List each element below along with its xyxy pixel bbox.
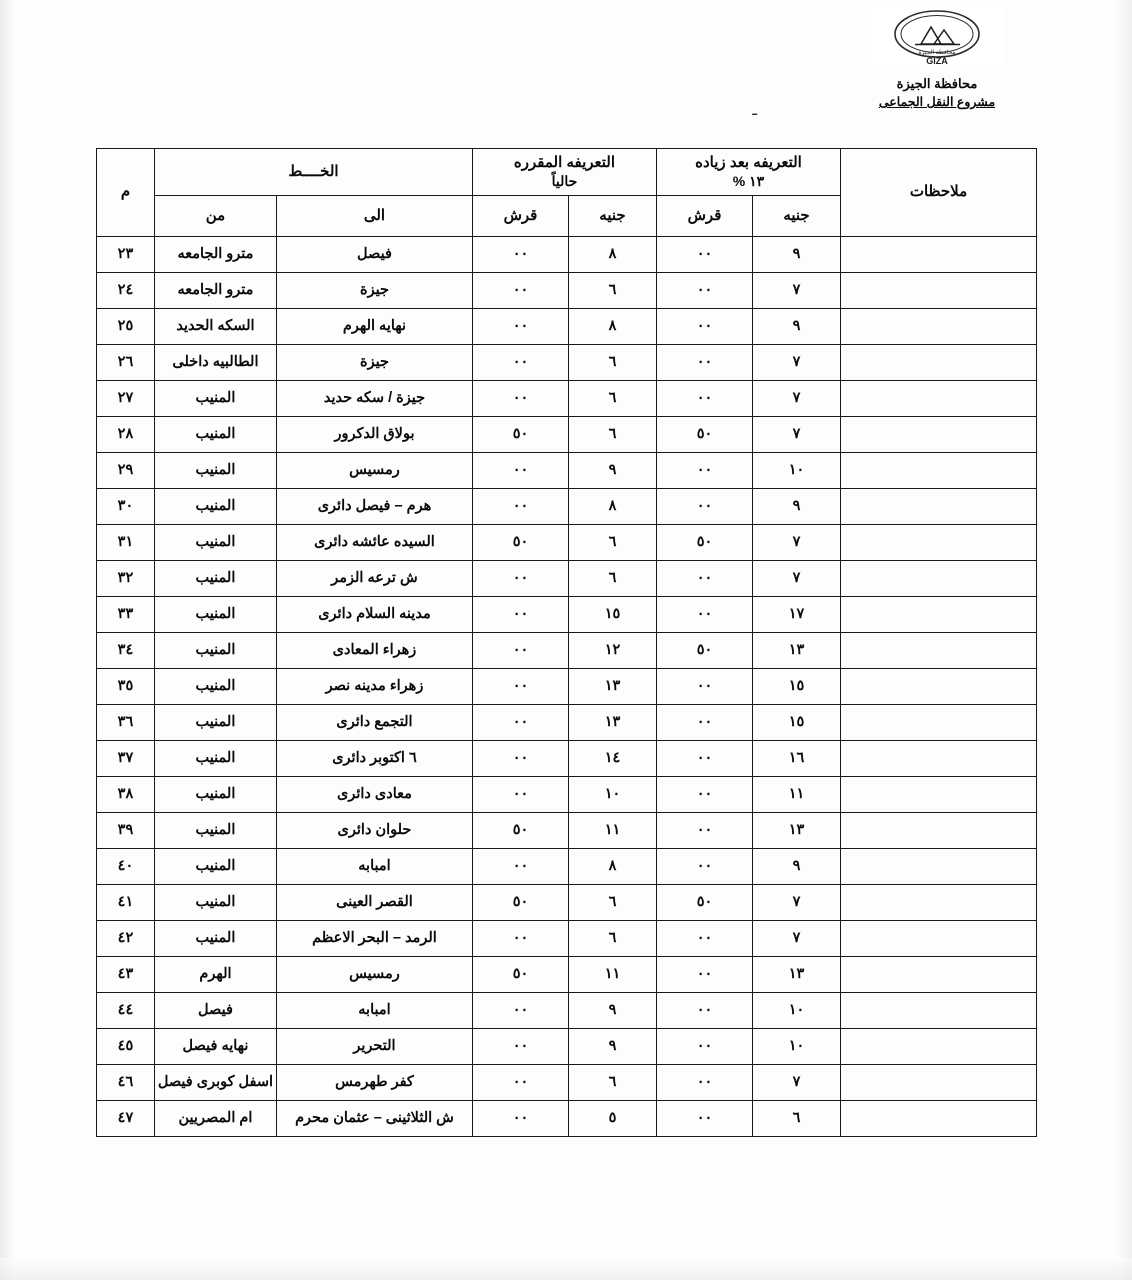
cell-from: المنيب — [154, 633, 276, 669]
cell-new-qirsh: ٠٠ — [656, 237, 752, 273]
header-to: الى — [276, 196, 472, 237]
table-body — [96, 237, 1036, 1137]
table-row — [96, 525, 1036, 561]
cell-new-qirsh: ٠٠ — [656, 561, 752, 597]
cell-notes — [841, 1101, 1037, 1137]
cell-notes — [841, 921, 1037, 957]
cell-index: ٢٨ — [96, 417, 154, 453]
table-row — [96, 489, 1036, 525]
cell-notes — [841, 273, 1037, 309]
cell-index: ٣١ — [96, 525, 154, 561]
cell-new-gineh: ٧ — [753, 381, 841, 417]
cell-new-qirsh: ٠٠ — [656, 597, 752, 633]
cell-current-gineh: ٦ — [568, 525, 656, 561]
cell-new-qirsh: ٠٠ — [656, 669, 752, 705]
header-after-increase — [656, 149, 840, 196]
cell-new-qirsh: ٠٠ — [656, 777, 752, 813]
cell-new-gineh: ١٥ — [753, 669, 841, 705]
cell-notes — [841, 777, 1037, 813]
cell-new-qirsh: ٠٠ — [656, 705, 752, 741]
cell-new-gineh: ٩ — [753, 237, 841, 273]
cell-new-gineh: ٩ — [753, 309, 841, 345]
cell-current-gineh: ٦ — [568, 1065, 656, 1101]
cell-current-qirsh: ٠٠ — [472, 669, 568, 705]
cell-from: ام المصريين — [154, 1101, 276, 1137]
cell-new-qirsh: ٥٠ — [656, 885, 752, 921]
cell-current-gineh: ١٢ — [568, 633, 656, 669]
cell-current-qirsh: ٠٠ — [472, 633, 568, 669]
cell-current-gineh: ١٥ — [568, 597, 656, 633]
header-current-fare-label: التعريفه المقرره — [513, 153, 616, 171]
cell-from: المنيب — [154, 813, 276, 849]
cell-to: السيده عائشه دائرى — [276, 525, 472, 561]
table-row — [96, 957, 1036, 993]
table-row — [96, 849, 1036, 885]
cell-index: ٢٧ — [96, 381, 154, 417]
cell-new-gineh: ٧ — [753, 1065, 841, 1101]
cell-current-gineh: ٦ — [568, 885, 656, 921]
cell-new-gineh: ١٥ — [753, 705, 841, 741]
cell-notes — [841, 1065, 1037, 1101]
cell-current-qirsh: ٠٠ — [472, 993, 568, 1029]
table-row — [96, 813, 1036, 849]
cell-current-qirsh: ٠٠ — [472, 1065, 568, 1101]
cell-current-gineh: ٦ — [568, 273, 656, 309]
header-index: م — [96, 149, 154, 237]
cell-from: اسفل كوبرى فيصل — [154, 1065, 276, 1101]
governorate-title: محافظة الجيزة — [896, 76, 978, 91]
cell-current-qirsh: ٠٠ — [472, 273, 568, 309]
cell-index: ٤١ — [96, 885, 154, 921]
cell-new-qirsh: ٠٠ — [656, 1101, 752, 1137]
cell-from: المنيب — [154, 417, 276, 453]
cell-new-gineh: ١٦ — [753, 741, 841, 777]
cell-from: مترو الجامعه — [154, 273, 276, 309]
cell-notes — [841, 597, 1037, 633]
cell-current-gineh: ١٣ — [568, 705, 656, 741]
cell-current-qirsh: ٥٠ — [472, 957, 568, 993]
cell-new-qirsh: ٠٠ — [656, 813, 752, 849]
cell-current-gineh: ٩ — [568, 1029, 656, 1065]
cell-new-qirsh: ٠٠ — [656, 345, 752, 381]
cell-index: ٤٠ — [96, 849, 154, 885]
cell-from: فيصل — [154, 993, 276, 1029]
cell-notes — [841, 957, 1037, 993]
cell-new-gineh: ١٧ — [753, 597, 841, 633]
cell-current-qirsh: ٠٠ — [472, 345, 568, 381]
cell-to: بولاق الدكرور — [276, 417, 472, 453]
header-current-fare — [472, 149, 656, 196]
cell-to: جيزة — [276, 345, 472, 381]
cell-to: امبابه — [276, 849, 472, 885]
cell-current-qirsh: ٠٠ — [472, 921, 568, 957]
cell-current-gineh: ٦ — [568, 561, 656, 597]
cell-current-gineh: ٦ — [568, 921, 656, 957]
cell-current-qirsh: ٠٠ — [472, 597, 568, 633]
cell-new-qirsh: ٠٠ — [656, 957, 752, 993]
cell-to: حلوان دائرى — [276, 813, 472, 849]
header-line: الخــــط — [154, 149, 472, 196]
cell-new-gineh: ٧ — [753, 273, 841, 309]
cell-notes — [841, 381, 1037, 417]
cell-index: ٤٤ — [96, 993, 154, 1029]
cell-current-gineh: ١١ — [568, 957, 656, 993]
header-notes: ملاحظات — [841, 149, 1037, 237]
table-row — [96, 597, 1036, 633]
table-row — [96, 705, 1036, 741]
cell-index: ٣٧ — [96, 741, 154, 777]
cell-to: التحرير — [276, 1029, 472, 1065]
cell-new-gineh: ١١ — [753, 777, 841, 813]
cell-new-qirsh: ٠٠ — [656, 1065, 752, 1101]
cell-notes — [841, 813, 1037, 849]
cell-notes — [841, 417, 1037, 453]
cell-from: المنيب — [154, 489, 276, 525]
cell-current-gineh: ٦ — [568, 417, 656, 453]
cell-index: ٣٠ — [96, 489, 154, 525]
cell-current-gineh: ٨ — [568, 237, 656, 273]
table-row — [96, 1101, 1036, 1137]
cell-to: نهايه الهرم — [276, 309, 472, 345]
cell-current-qirsh: ٠٠ — [472, 561, 568, 597]
cell-new-gineh: ٧ — [753, 417, 841, 453]
cell-from: المنيب — [154, 741, 276, 777]
cell-new-gineh: ١٣ — [753, 633, 841, 669]
cell-new-gineh: ١٣ — [753, 813, 841, 849]
table-row — [96, 237, 1036, 273]
cell-current-qirsh: ٠٠ — [472, 309, 568, 345]
cell-current-qirsh: ٠٠ — [472, 453, 568, 489]
svg-text:محافظة الجيزة: محافظة الجيزة — [918, 50, 956, 56]
table-row — [96, 777, 1036, 813]
cell-index: ٢٩ — [96, 453, 154, 489]
cell-to: زهراء المعادى — [276, 633, 472, 669]
cell-notes — [841, 525, 1037, 561]
cell-current-qirsh: ٠٠ — [472, 705, 568, 741]
cell-notes — [841, 345, 1037, 381]
cell-notes — [841, 561, 1037, 597]
cell-notes — [841, 669, 1037, 705]
cell-current-qirsh: ٠٠ — [472, 489, 568, 525]
table-row — [96, 345, 1036, 381]
cell-current-qirsh: ٠٠ — [472, 1101, 568, 1137]
cell-notes — [841, 741, 1037, 777]
cell-notes — [841, 309, 1037, 345]
cell-new-qirsh: ٠٠ — [656, 1029, 752, 1065]
cell-new-gineh: ١٣ — [753, 957, 841, 993]
cell-notes — [841, 453, 1037, 489]
scan-edge-right — [1116, 0, 1132, 1280]
cell-current-qirsh: ٠٠ — [472, 237, 568, 273]
document-header — [772, 8, 1102, 109]
cell-index: ٣٣ — [96, 597, 154, 633]
cell-index: ٣٢ — [96, 561, 154, 597]
cell-new-gineh: ١٠ — [753, 1029, 841, 1065]
scan-edge-left — [0, 0, 14, 1280]
cell-notes — [841, 1029, 1037, 1065]
cell-current-qirsh: ٠٠ — [472, 741, 568, 777]
cell-new-qirsh: ٥٠ — [656, 525, 752, 561]
header-new-gineh: جنيه — [753, 196, 841, 237]
cell-new-qirsh: ٠٠ — [656, 849, 752, 885]
cell-to: زهراء مدينه نصر — [276, 669, 472, 705]
cell-index: ٢٦ — [96, 345, 154, 381]
fares-table — [96, 148, 1037, 1137]
project-title: مشروع النقل الجماعى — [878, 95, 996, 109]
cell-index: ٢٥ — [96, 309, 154, 345]
cell-new-gineh: ٧ — [753, 921, 841, 957]
table-row — [96, 309, 1036, 345]
cell-current-gineh: ١٣ — [568, 669, 656, 705]
cell-from: المنيب — [154, 921, 276, 957]
header-new-qirsh: قرش — [656, 196, 752, 237]
cell-notes — [841, 885, 1037, 921]
table-row — [96, 273, 1036, 309]
cell-from: مترو الجامعه — [154, 237, 276, 273]
cell-current-qirsh: ٠٠ — [472, 1029, 568, 1065]
cell-current-gineh: ٨ — [568, 849, 656, 885]
cell-notes — [841, 705, 1037, 741]
cell-index: ٤٦ — [96, 1065, 154, 1101]
cell-current-qirsh: ٠٠ — [472, 849, 568, 885]
cell-from: المنيب — [154, 849, 276, 885]
cell-current-gineh: ٨ — [568, 309, 656, 345]
cell-current-gineh: ٦ — [568, 381, 656, 417]
header-after-increase-label: التعريفه بعد زياده — [695, 153, 802, 171]
table-row — [96, 993, 1036, 1029]
cell-notes — [841, 489, 1037, 525]
cell-new-qirsh: ٠٠ — [656, 273, 752, 309]
cell-new-qirsh: ٥٠ — [656, 633, 752, 669]
cell-new-qirsh: ٠٠ — [656, 921, 752, 957]
table-row — [96, 885, 1036, 921]
table-row — [96, 453, 1036, 489]
header-from: من — [154, 196, 276, 237]
cell-to: رمسيس — [276, 453, 472, 489]
cell-to: الرمد – البحر الاعظم — [276, 921, 472, 957]
cell-to: فيصل — [276, 237, 472, 273]
cell-to: كفر طهرمس — [276, 1065, 472, 1101]
cell-to: القصر العينى — [276, 885, 472, 921]
cell-current-qirsh: ٥٠ — [472, 417, 568, 453]
cell-to: ش ترعه الزمر — [276, 561, 472, 597]
cell-index: ٣٦ — [96, 705, 154, 741]
cell-current-qirsh: ٠٠ — [472, 381, 568, 417]
cell-current-qirsh: ٥٠ — [472, 885, 568, 921]
cell-current-gineh: ٦ — [568, 345, 656, 381]
cell-new-gineh: ٧ — [753, 345, 841, 381]
table-header — [96, 149, 1036, 237]
cell-to: ش الثلاثينى – عثمان محرم — [276, 1101, 472, 1137]
cell-current-gineh: ٥ — [568, 1101, 656, 1137]
cell-index: ٢٤ — [96, 273, 154, 309]
cell-new-qirsh: ٠٠ — [656, 309, 752, 345]
cell-from: السكه الحديد — [154, 309, 276, 345]
cell-index: ٣٥ — [96, 669, 154, 705]
cell-to: جيزة — [276, 273, 472, 309]
cell-index: ٤٢ — [96, 921, 154, 957]
header-current-fare-sub: حالياً — [551, 172, 578, 189]
cell-current-gineh: ٩ — [568, 453, 656, 489]
table-row — [96, 1065, 1036, 1101]
cell-current-gineh: ٩ — [568, 993, 656, 1029]
table-row — [96, 381, 1036, 417]
cell-current-gineh: ١٤ — [568, 741, 656, 777]
cell-index: ٤٥ — [96, 1029, 154, 1065]
header-cur-qirsh: قرش — [472, 196, 568, 237]
cell-new-qirsh: ٠٠ — [656, 453, 752, 489]
cell-new-gineh: ٩ — [753, 849, 841, 885]
cell-notes — [841, 633, 1037, 669]
cell-to: ٦ اكتوبر دائرى — [276, 741, 472, 777]
table-row — [96, 741, 1036, 777]
header-after-increase-pct: ١٣ % — [732, 172, 765, 189]
cell-notes — [841, 237, 1037, 273]
cell-to: التجمع دائرى — [276, 705, 472, 741]
cell-new-qirsh: ٠٠ — [656, 381, 752, 417]
table-row — [96, 669, 1036, 705]
cell-current-gineh: ١٠ — [568, 777, 656, 813]
cell-index: ٤٧ — [96, 1101, 154, 1137]
cell-index: ٤٣ — [96, 957, 154, 993]
table-row — [96, 1029, 1036, 1065]
cell-from: المنيب — [154, 525, 276, 561]
cell-from: الهرم — [154, 957, 276, 993]
cell-from: الطالبيه داخلى — [154, 345, 276, 381]
cell-to: امبابه — [276, 993, 472, 1029]
cell-new-gineh: ٧ — [753, 885, 841, 921]
cell-new-gineh: ١٠ — [753, 453, 841, 489]
cell-current-qirsh: ٠٠ — [472, 777, 568, 813]
cell-new-gineh: ٦ — [753, 1101, 841, 1137]
cell-new-qirsh: ٥٠ — [656, 417, 752, 453]
cell-new-qirsh: ٠٠ — [656, 741, 752, 777]
cell-new-gineh: ١٠ — [753, 993, 841, 1029]
cell-to: جيزة / سكه حديد — [276, 381, 472, 417]
cell-index: ٣٤ — [96, 633, 154, 669]
cell-new-gineh: ٧ — [753, 561, 841, 597]
cell-from: نهايه فيصل — [154, 1029, 276, 1065]
table-row — [96, 417, 1036, 453]
cell-notes — [841, 849, 1037, 885]
cell-to: هرم – فيصل دائرى — [276, 489, 472, 525]
table-row — [96, 561, 1036, 597]
cell-to: رمسيس — [276, 957, 472, 993]
cell-from: المنيب — [154, 669, 276, 705]
fares-table-wrap — [97, 148, 1037, 1137]
table-row — [96, 921, 1036, 957]
cell-current-qirsh: ٥٠ — [472, 813, 568, 849]
svg-text:GIZA: GIZA — [926, 56, 948, 66]
cell-from: المنيب — [154, 453, 276, 489]
cell-to: معادى دائرى — [276, 777, 472, 813]
cell-index: ٢٣ — [96, 237, 154, 273]
cell-new-qirsh: ٠٠ — [656, 489, 752, 525]
header-cur-gineh: جنيه — [568, 196, 656, 237]
cell-current-gineh: ١١ — [568, 813, 656, 849]
scan-edge-bottom — [0, 1258, 1132, 1280]
cell-new-gineh: ٧ — [753, 525, 841, 561]
cell-to: مدينه السلام دائرى — [276, 597, 472, 633]
cell-from: المنيب — [154, 561, 276, 597]
stray-mark: ـ — [752, 102, 757, 119]
logo-wrap — [871, 8, 1003, 70]
cell-from: المنيب — [154, 381, 276, 417]
giza-governorate-logo-icon — [874, 8, 1000, 70]
cell-index: ٣٩ — [96, 813, 154, 849]
cell-current-gineh: ٨ — [568, 489, 656, 525]
cell-index: ٣٨ — [96, 777, 154, 813]
cell-from: المنيب — [154, 777, 276, 813]
cell-current-qirsh: ٥٠ — [472, 525, 568, 561]
table-row — [96, 633, 1036, 669]
cell-new-gineh: ٩ — [753, 489, 841, 525]
cell-new-qirsh: ٠٠ — [656, 993, 752, 1029]
cell-from: المنيب — [154, 597, 276, 633]
cell-notes — [841, 993, 1037, 1029]
cell-from: المنيب — [154, 885, 276, 921]
cell-from: المنيب — [154, 705, 276, 741]
